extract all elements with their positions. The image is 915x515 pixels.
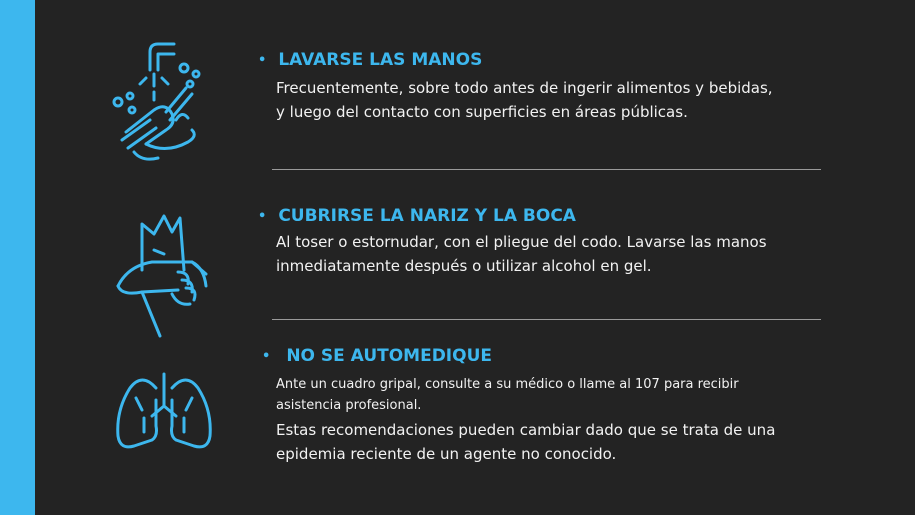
section-heading <box>258 206 767 226</box>
section-no-automedique <box>258 346 775 466</box>
bullet: • <box>258 208 267 224</box>
divider <box>272 169 821 170</box>
lungs-icon <box>112 370 217 455</box>
section-body <box>276 76 773 124</box>
cough-into-elbow-icon <box>108 210 218 340</box>
section-title: NO SE AUTOMEDIQUE <box>286 346 493 366</box>
body-line: inmediatamente después o utilizar alcohol en gel. <box>276 257 652 275</box>
section-body-small <box>276 374 775 416</box>
left-accent-bar <box>0 0 35 515</box>
body-line: epidemia reciente de un agente no conocido. <box>276 445 617 463</box>
body-line: asistencia profesional. <box>276 398 422 413</box>
divider <box>272 319 821 320</box>
bullet: • <box>258 52 267 68</box>
section-heading <box>258 50 773 70</box>
body-line: Estas recomendaciones pueden cambiar dado que se trata de una <box>276 421 776 439</box>
section-cubrirse-nariz-boca <box>258 206 767 278</box>
section-title: LAVARSE LAS MANOS <box>278 50 483 70</box>
body-line: Ante un cuadro gripal, consulte a su médico o llame al 107 para recibir <box>276 377 739 392</box>
bullet: • <box>262 348 271 364</box>
body-line: Al toser o estornudar, con el pliegue del codo. Lavarse las manos <box>276 233 767 251</box>
section-body <box>276 418 775 466</box>
section-title: CUBRIRSE LA NARIZ Y LA BOCA <box>278 206 576 226</box>
body-line: y luego del contacto con superficies en áreas públicas. <box>276 103 688 121</box>
body-line: Frecuentemente, sobre todo antes de ingerir alimentos y bebidas, <box>276 79 773 97</box>
hand-washing-icon <box>106 40 216 165</box>
section-heading <box>258 346 775 366</box>
section-lavarse-manos <box>258 50 773 124</box>
section-body <box>276 230 767 278</box>
